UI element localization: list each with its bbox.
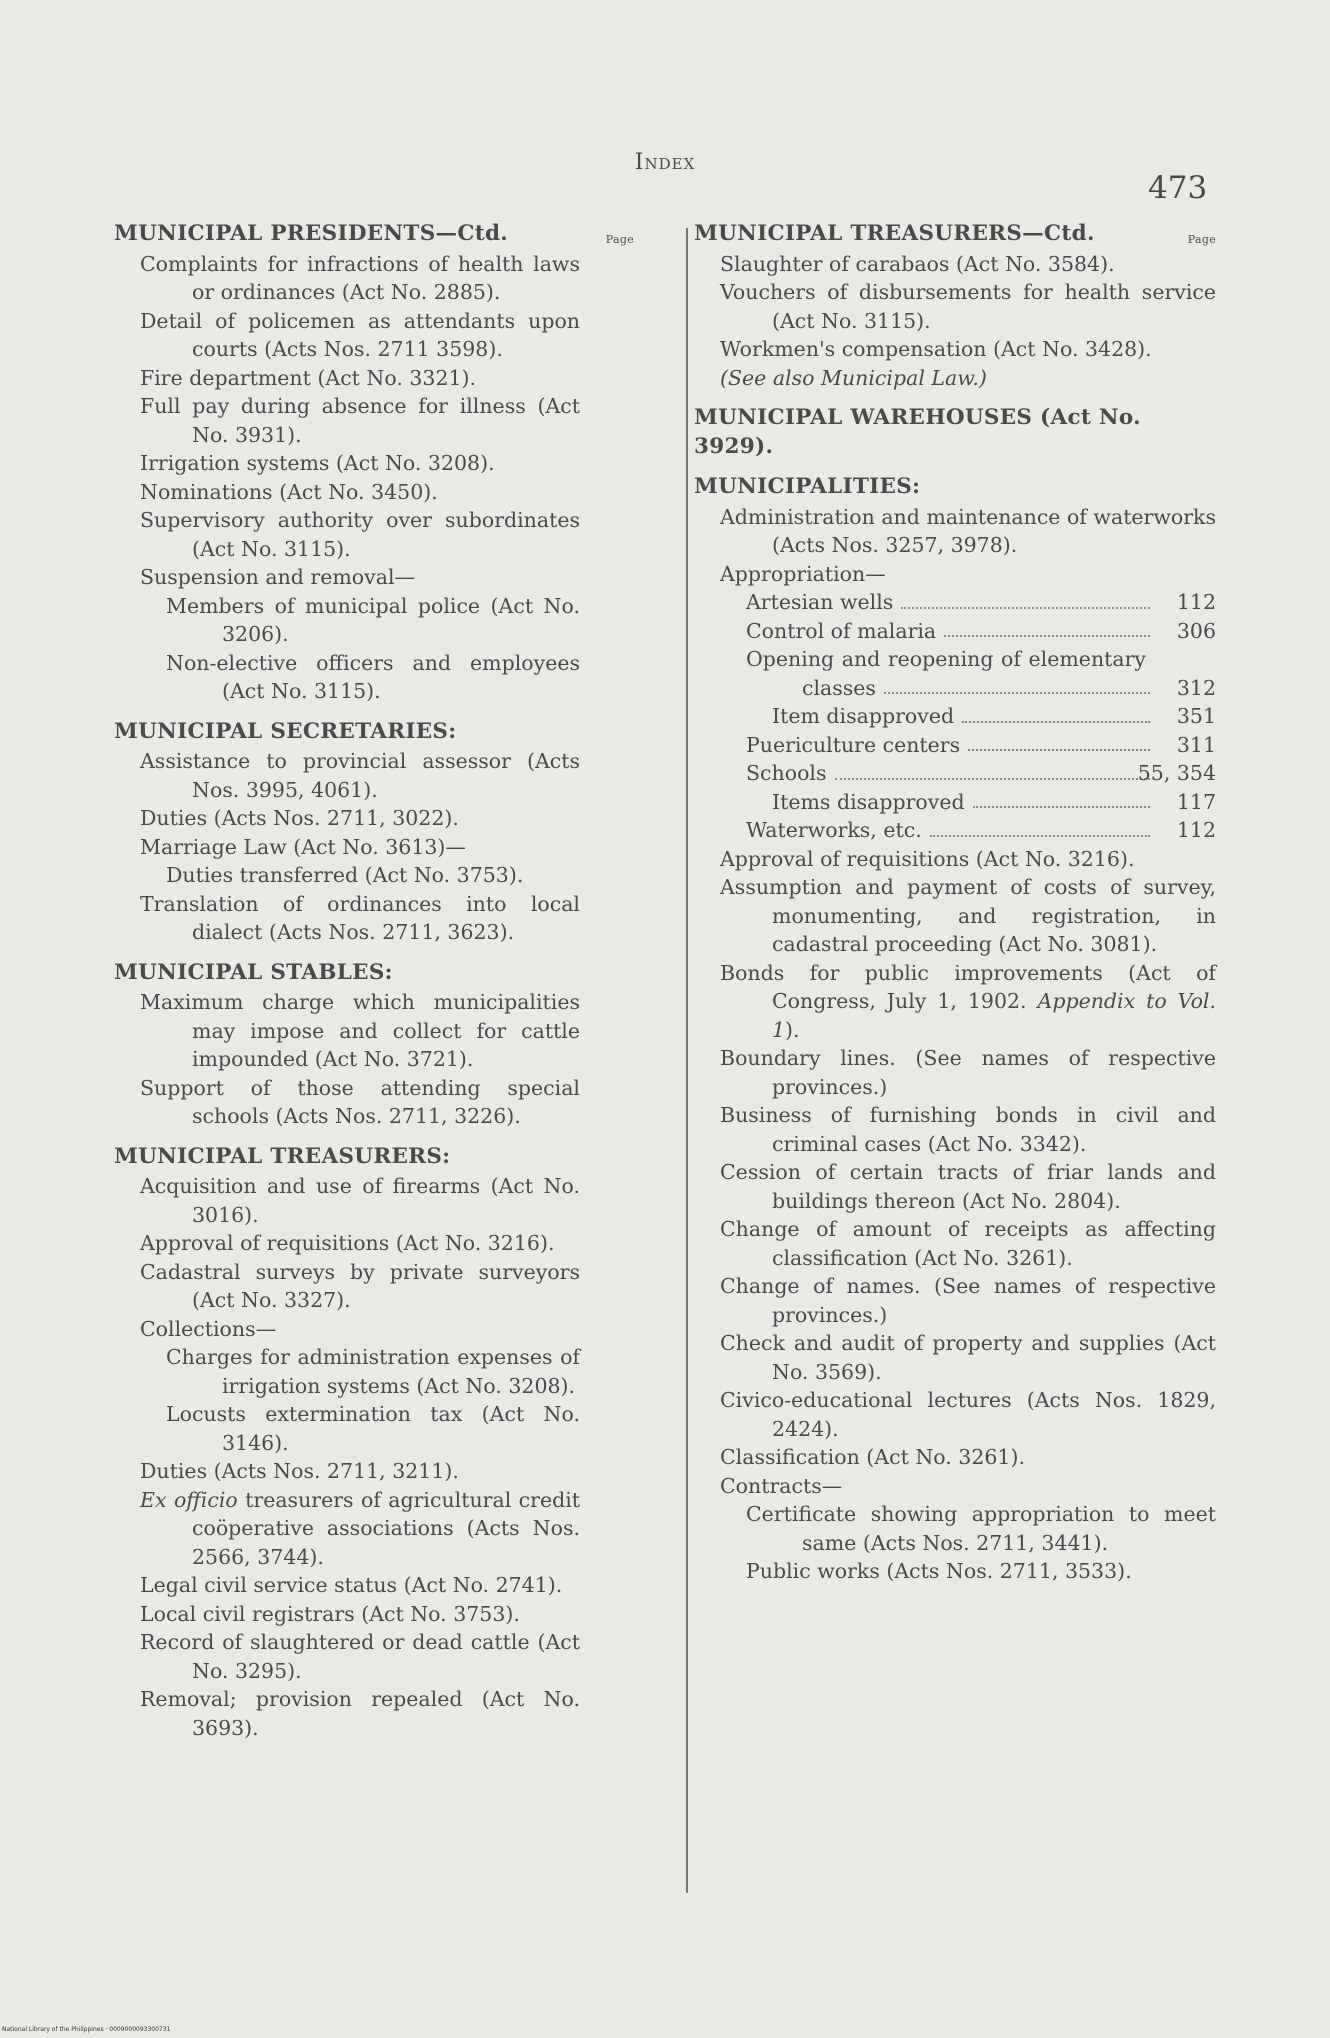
index-entry (720, 1158, 1216, 1215)
entry-text: Removal; provision repealed (Act No. 3693). (140, 1687, 580, 1740)
section-heading: MUNICIPAL TREASURERS—Ctd. (694, 221, 1095, 246)
entry-text: Full pay during absence for illness (Act No. 3931). (140, 394, 580, 447)
entry-text: Acquisition and use of firearms (Act No. 3016). (140, 1174, 580, 1227)
page-reference: 306 (1176, 618, 1216, 643)
page-reference: 55, 354 (1137, 761, 1216, 785)
entry-text: Maximum charge which municipalities may impose and collect for cattle impounded (Act No. 3721). (140, 990, 580, 1071)
entry-text: Duties (Acts Nos. 2711, 3211). (140, 1459, 459, 1483)
entry-text: Boundary lines. (See names of respective provinces.) (720, 1046, 1216, 1099)
entry-text: Assistance to provincial assessor (Acts Nos. 3995, 4061). (140, 749, 580, 802)
index-entry (720, 1101, 1216, 1158)
entry-text: Complaints for infractions of health laws or ordinances (Act No. 2885). (140, 251, 580, 304)
section-heading: MUNICIPAL PRESIDENTS—Ctd. (114, 221, 509, 246)
entry-text: Artesian wells (746, 590, 894, 614)
entry-text: Change of names. (See names of respective provinces.) (720, 1274, 1216, 1327)
page-reference: 312 (1176, 675, 1216, 700)
page-header-index: Index (634, 150, 696, 175)
index-entry (140, 1229, 580, 1258)
index-entry (720, 1044, 1216, 1101)
index-entry (746, 645, 1216, 702)
index-entry (720, 250, 1216, 279)
entry-text: Cession of certain tracts of friar lands and buildings thereon (Act No. 2804). (720, 1160, 1216, 1213)
entry-text: Local civil registrars (Act No. 3753). (140, 1601, 520, 1626)
entry-text: Waterworks, etc. (746, 818, 922, 842)
entry-text: Workmen's compensation (Act No. 3428). (720, 337, 1152, 361)
index-entry (140, 250, 580, 307)
entry-text: Appropriation— (720, 561, 886, 586)
index-entry (720, 1472, 1216, 1501)
entry-italic-prefix: Ex officio (140, 1487, 238, 1512)
dot-leader (835, 778, 1151, 780)
entry-text: Non-elective officers and employees (Act No. 3115). (166, 650, 580, 703)
right-column (694, 220, 1216, 1598)
index-entry (166, 1400, 580, 1457)
footer-stamp: National Library of the Philippines · 0009000093300731 (2, 2026, 171, 2033)
index-entry (720, 1329, 1216, 1386)
entry-text: Schools (746, 761, 827, 785)
dot-leader (884, 692, 1150, 694)
entry-text: Contracts— (720, 1473, 843, 1498)
entry-text: treasurers of agricultural credit coöperative associations (Acts Nos. 2566, 3744). (192, 1487, 580, 1569)
entry-text: Assumption and payment of costs of survey, monumenting, and registration, in cadastral proceeding (Act No. 3081). (720, 875, 1216, 956)
entry-text: Items disapproved (772, 789, 965, 814)
index-section (694, 220, 1216, 392)
index-entry (140, 478, 580, 507)
index-entry (720, 503, 1216, 560)
page-reference: 311 (1176, 732, 1216, 757)
entry-text: Marriage Law (Act No. 3613)— (140, 834, 466, 859)
index-entry (720, 1215, 1216, 1272)
index-entry (140, 1315, 580, 1344)
dot-leader (968, 749, 1150, 751)
entry-text: Vouchers of disbursements for health service (Act No. 3115). (720, 280, 1216, 333)
dot-leader (930, 835, 1150, 837)
index-entry (140, 307, 580, 364)
index-entry (746, 617, 1216, 646)
entry-text: Fire department (Act No. 3321). (140, 365, 477, 390)
index-entry (140, 1486, 580, 1572)
index-entry (720, 845, 1216, 874)
page-label: Page (605, 233, 634, 246)
index-entry (140, 890, 580, 947)
index-section (114, 220, 580, 706)
dot-leader (901, 607, 1150, 609)
index-entry (166, 592, 580, 649)
index-entry (720, 278, 1216, 335)
entry-text: Members of municipal police (Act No. 3206). (166, 593, 580, 646)
index-entry (140, 449, 580, 478)
entry-text: Supervisory authority over subordinates (Act No. 3115). (140, 508, 580, 561)
entry-text: Legal civil service status (Act No. 2741). (140, 1573, 563, 1597)
column-divider (686, 228, 688, 1893)
index-entry (166, 1343, 580, 1400)
page-label: Page (1187, 233, 1216, 246)
index-entry (140, 1600, 580, 1629)
index-section (114, 959, 580, 1131)
dot-leader (962, 721, 1150, 723)
index-entry (746, 1500, 1216, 1557)
entry-text: Nominations (Act No. 3450). (140, 479, 438, 504)
index-entry (746, 588, 1216, 617)
entry-text: Change of amount of receipts as affecting classification (Act No. 3261). (720, 1217, 1216, 1270)
see-also-note: (See also Municipal Law.) (720, 365, 987, 390)
index-entry (720, 873, 1216, 959)
entry-text: Duties transferred (Act No. 3753). (166, 863, 524, 887)
dot-leader (973, 806, 1150, 808)
entry-text: Record of slaughtered or dead cattle (Act No. 3295). (140, 1630, 580, 1683)
entry-text: Puericulture centers (746, 732, 961, 757)
dot-leader (944, 635, 1150, 637)
index-entry (140, 1258, 580, 1315)
page-reference: 112 (1176, 590, 1216, 614)
page-reference: 112 (1176, 818, 1216, 842)
index-section (114, 718, 580, 947)
entry-text: Slaughter of carabaos (Act No. 3584). (720, 251, 1115, 276)
entry-text: Public works (Acts Nos. 2711, 3533). (746, 1559, 1132, 1583)
page-number: 473 (1148, 170, 1208, 206)
index-entry (140, 1628, 580, 1685)
index-entry (140, 1457, 580, 1486)
entry-text: Charges for administration expenses of irrigation systems (Act No. 3208). (166, 1345, 580, 1398)
index-entry (720, 1443, 1216, 1472)
index-entry (140, 747, 580, 804)
index-entry (140, 1685, 580, 1742)
section-heading: MUNICIPAL WAREHOUSES (Act No. 3929). (694, 405, 1141, 459)
entry-text: Bonds for public improvements (Act of Congress, July 1, 1902. (720, 960, 1216, 1013)
left-column (114, 220, 634, 1754)
index-entry (720, 335, 1216, 364)
entry-text: Business of furnishing bonds in civil and criminal cases (Act No. 3342). (720, 1103, 1216, 1156)
entry-text: Detail of policemen as attendants upon courts (Acts Nos. 2711 3598). (140, 308, 580, 361)
index-section (694, 404, 1216, 461)
entry-text: Civico-educational lectures (Acts Nos. 1829, 2424). (720, 1388, 1216, 1441)
entry-text: Opening and reopening of elementary classes (746, 647, 1146, 700)
index-entry (720, 1272, 1216, 1329)
section-heading: MUNICIPALITIES: (694, 474, 921, 499)
index-entry (140, 988, 580, 1074)
index-entry (140, 804, 580, 833)
entry-text: Duties (Acts Nos. 2711, 3022). (140, 806, 459, 830)
index-entry (720, 1386, 1216, 1443)
page-reference: 351 (1176, 704, 1216, 728)
entry-text: Approval of requisitions (Act No. 3216). (720, 846, 1135, 871)
index-entry (746, 816, 1216, 845)
index-entry (772, 788, 1216, 817)
index-entry (720, 959, 1216, 1045)
index-section (114, 1143, 580, 1743)
index-entry (166, 861, 580, 890)
index-entry (140, 1074, 580, 1131)
entry-text: Support of those attending special schools (Acts Nos. 2711, 3226). (140, 1075, 580, 1128)
entry-text: Administration and maintenance of waterworks (Acts Nos. 3257, 3978). (720, 504, 1216, 557)
index-entry (166, 649, 580, 706)
entry-text: Translation of ordinances into local dialect (Acts Nos. 2711, 3623). (140, 891, 580, 944)
section-heading: MUNICIPAL SECRETARIES: (114, 718, 457, 744)
index-entry (140, 1571, 580, 1600)
entry-text: Classification (Act No. 3261). (720, 1445, 1025, 1469)
index-entry (140, 506, 580, 563)
index-entry (140, 364, 580, 393)
index-entry (720, 560, 1216, 589)
entry-italic-suffix: Appendix to Vol. 1 (772, 989, 1216, 1042)
entry-tail: ). (785, 1017, 800, 1042)
index-entry (746, 1557, 1216, 1586)
index-entry (140, 563, 580, 592)
entry-text: Collections— (140, 1316, 277, 1341)
entry-text: Irrigation systems (Act No. 3208). (140, 451, 495, 475)
entry-text: Cadastral surveys by private surveyors (Act No. 3327). (140, 1259, 580, 1312)
index-entry (140, 1172, 580, 1229)
index-entry (720, 364, 1216, 393)
entry-text: Suspension and removal— (140, 565, 415, 589)
entry-text: Approval of requisitions (Act No. 3216). (140, 1231, 555, 1255)
section-heading: MUNICIPAL TREASURERS: (114, 1143, 451, 1169)
index-entry (140, 392, 580, 449)
entry-text: Locusts extermination tax (Act No. 3146). (166, 1402, 580, 1455)
entry-text: Check and audit of property and supplies (Act No. 3569). (720, 1331, 1216, 1384)
index-entry (746, 759, 1216, 788)
section-heading: MUNICIPAL STABLES: (114, 959, 393, 985)
index-section (694, 473, 1216, 1586)
entry-text: Certificate showing appropriation to meet same (Acts Nos. 2711, 3441). (746, 1502, 1216, 1555)
entry-text: Control of malaria (746, 618, 937, 643)
index-entry (140, 833, 580, 862)
entry-text: Item disapproved (772, 704, 955, 728)
index-entry (746, 731, 1216, 760)
page-reference: 117 (1176, 789, 1216, 814)
index-entry (772, 702, 1216, 731)
